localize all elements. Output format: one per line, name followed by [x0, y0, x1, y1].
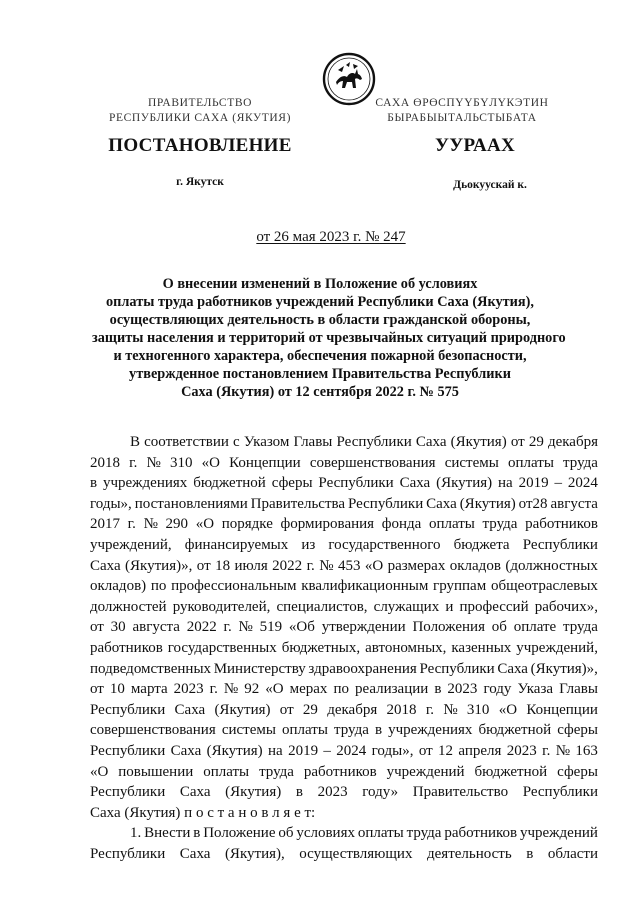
- org-name-sah-line: БЫРАБЫЫТАЛЬСТЫБАТА: [387, 112, 537, 124]
- document-body: [90, 432, 598, 864]
- body-line: 1. Внести в Положение об условиях оплаты труда работников учреждений: [130, 825, 598, 842]
- body-line: Республики Саха (Якутия), осуществляющих деятельность в области: [90, 845, 598, 862]
- title-line: осуществляющих деятельность в области гражданской обороны,: [109, 312, 531, 328]
- body-line: 2017 г. № 290 «О порядке формирования фонда оплаты труда работников: [90, 516, 598, 533]
- body-line: Саха (Якутия) п о с т а н о в л я е т:: [90, 804, 316, 821]
- doctype-ru: ПОСТАНОВЛЕНИЕ: [108, 135, 292, 156]
- city-ru: г. Якутск: [176, 176, 224, 188]
- body-line: Республики Саха (Якутия) в 2023 году» Правительство Республики: [90, 784, 598, 801]
- body-line: учреждений, финансируемых из государственного бюджета Республики: [90, 536, 598, 553]
- doctype-sah: УУРААХ: [434, 135, 516, 156]
- title-line: и техногенного характера, обеспечения пожарной безопасности,: [113, 348, 527, 364]
- body-line: Республики Саха (Якутия) от 29 декабря 2018 г. № 310 «О Концепции: [90, 701, 598, 718]
- body-line: от 30 августа 2022 г. № 519 «Об утверждении Положения об оплате труда: [90, 619, 598, 636]
- org-name-ru: [100, 96, 300, 126]
- body-line: Республики Саха (Якутия) на 2019 – 2024 годы», от 12 апреля 2023 г. № 163: [90, 742, 598, 759]
- body-line: годы», постановлениями Правительства Республики Саха (Якутия) от28 августа: [90, 495, 598, 512]
- title-line: О внесении изменений в Положение об условиях: [162, 276, 478, 292]
- title-line: утвержденное постановлением Правительства Республики: [129, 366, 511, 382]
- date-number-text: от 26 мая 2023 г. № 247: [256, 229, 406, 245]
- body-line: В соответствии с Указом Главы Республики Саха (Якутия) от 29 декабря: [130, 434, 598, 450]
- body-line: должностей руководителей, специалистов, служащих и профессий рабочих»,: [90, 598, 598, 615]
- org-name-ru-line: РЕСПУБЛИКИ САХА (ЯКУТИЯ): [108, 112, 291, 124]
- body-line: в учреждениях бюджетной сферы Республики Саха (Якутия) на 2019 – 2024: [90, 475, 598, 492]
- body-line: работников государственных бюджетных, автономных, казенных учреждений,: [90, 639, 598, 656]
- title-line: Саха (Якутия) от 12 сентября 2022 г. № 575: [181, 384, 459, 400]
- body-line: окладов) по профессиональным квалификационным группам общеотраслевых: [90, 578, 598, 595]
- body-line: подведомственных Министерству здравоохранения Республики Саха (Якутия)»,: [90, 660, 598, 677]
- title-line: оплаты труда работников учреждений Республики Саха (Якутия),: [106, 294, 534, 310]
- body-line: Саха (Якутия)», от 18 июля 2022 г. № 453 «О размерах окладов (должностных: [90, 557, 598, 574]
- org-name-ru-line: ПРАВИТЕЛЬСТВО: [148, 97, 252, 109]
- body-line: 2018 г. № 310 «О Концепции совершенствования системы оплаты труда: [90, 454, 598, 471]
- title-line: защиты населения и территорий от чрезвычайных ситуаций природного: [92, 330, 566, 346]
- org-name-sah: [362, 96, 562, 126]
- city-sah: Дьокуускай к.: [453, 179, 527, 191]
- document-title: [92, 275, 566, 401]
- org-name-sah-line: САХА ӨРӨСПҮҮБҮЛҮКЭТИН: [375, 97, 549, 109]
- body-line: совершенствования системы оплаты труда в учреждениях бюджетной сферы: [90, 722, 598, 739]
- body-line: «О повышении оплаты труда работников учреждений бюджетной сферы: [90, 763, 598, 780]
- document-date-number: [100, 229, 562, 246]
- body-line: от 10 марта 2023 г. № 92 «О мерах по реализации в 2023 году Указа Главы: [90, 681, 598, 698]
